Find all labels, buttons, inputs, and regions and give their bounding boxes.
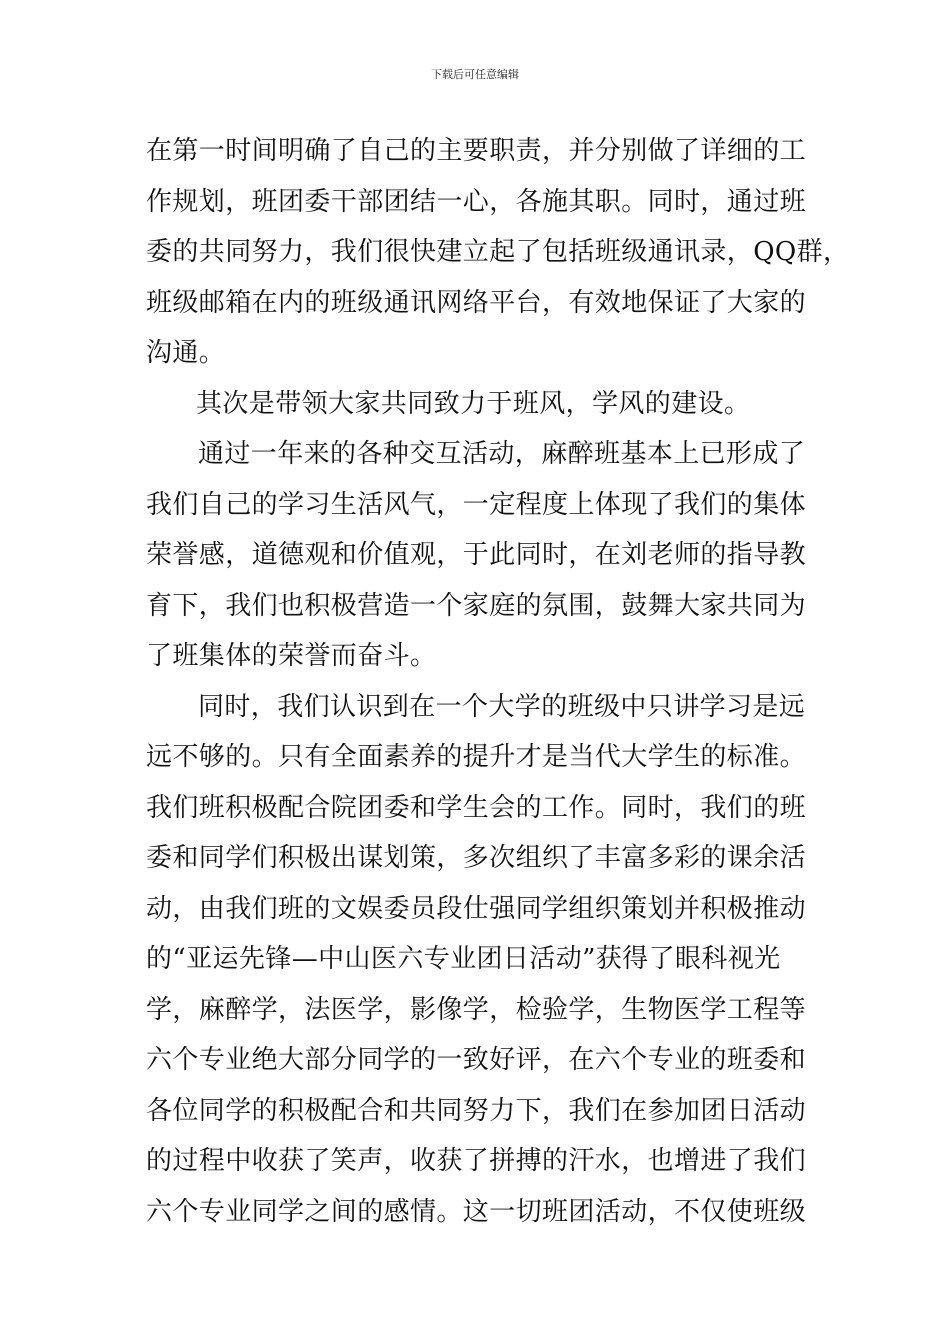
text-line: 班级邮箱在内的班级通讯网络平台，有效地保证了大家的 (146, 287, 807, 318)
text-line: 育下，我们也积极营造一个家庭的氛围，鼓舞大家共同为 (146, 590, 807, 621)
paragraph-start-line: 其次是带领大家共同致力于班风，学风的建设。 (196, 388, 751, 419)
text-line: 六个专业同学之间的感情。这一切班团活动，不仅使班级 (146, 1196, 807, 1227)
text-line: 学，麻醉学，法医学，影像学，检验学，生物医学工程等 (146, 994, 807, 1025)
text-line: 委的共同努力，我们很快建立起了包括班级通讯录，QQ群， (146, 237, 850, 267)
text-line: 荣誉感，道德观和价值观，于此同时，在刘老师的指导教 (146, 540, 807, 570)
text-line: 动，由我们班的文娱委员段仕强同学组织策划并积极推动 (146, 893, 807, 924)
text-line: 我们班积极配合院团委和学生会的工作。同时，我们的班 (146, 792, 807, 823)
body-text (146, 126, 850, 1237)
text-line: 委和同学们积极出谋划策，多次组织了丰富多彩的课余活 (146, 843, 807, 873)
page-header: 下载后可任意编辑 (431, 68, 519, 81)
text-line: 六个专业绝大部分同学的一致好评，在六个专业的班委和 (146, 1045, 807, 1075)
text-line: 我们自己的学习生活风气，一定程度上体现了我们的集体 (146, 489, 807, 520)
paragraph-start-line: 同时，我们认识到在一个大学的班级中只讲学习是远 (198, 691, 806, 722)
text-line: 的过程中收获了笑声，收获了拼搏的汗水，也增进了我们 (146, 1146, 807, 1176)
text-line: 的“亚运先锋—中山医六专业团日活动”获得了眼科视光 (146, 944, 781, 974)
text-line: 沟通。 (146, 338, 226, 368)
text-line: 了班集体的荣誉而奋斗。 (146, 641, 437, 671)
text-line: 各位同学的积极配合和共同努力下，我们在参加团日活动 (146, 1095, 807, 1126)
paragraph-start-line: 通过一年来的各种交互活动，麻醉班基本上已形成了 (198, 439, 806, 469)
text-line: 作规划，班团委干部团结一心，各施其职。同时，通过班 (146, 186, 807, 217)
text-line: 在第一时间明确了自己的主要职责，并分别做了详细的工 (146, 136, 807, 166)
text-line: 远不够的。只有全面素养的提升才是当代大学生的标准。 (146, 742, 807, 772)
